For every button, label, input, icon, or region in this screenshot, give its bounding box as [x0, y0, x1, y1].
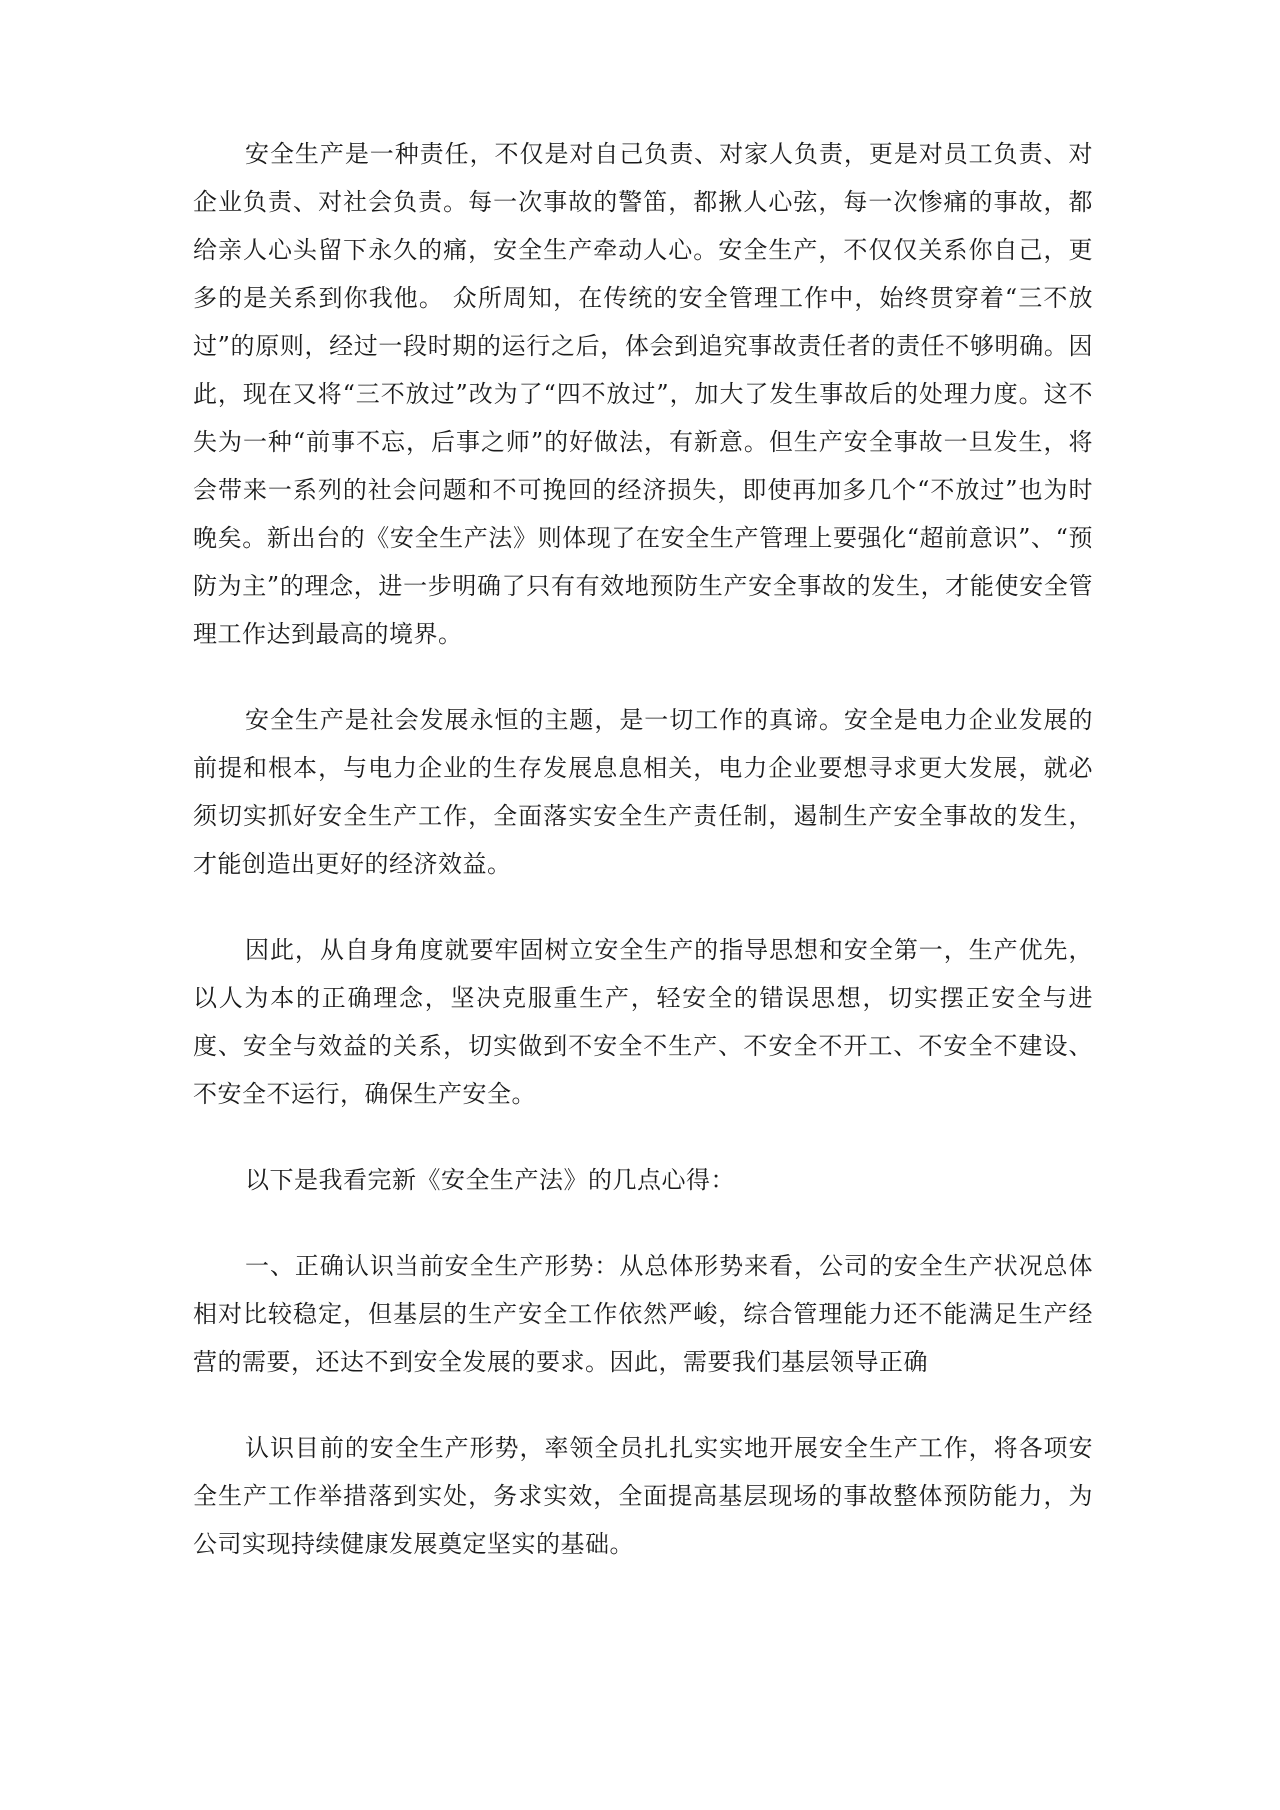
paragraph-point-one-continued: 认识目前的安全生产形势，率领全员扎扎实实地开展安全生产工作，将各项安全生产工作举措落到实处，务求实效，全面提高基层现场的事故整体预防能力，为公司实现持续健康发展奠定坚实的基础。	[193, 1434, 1093, 1558]
paragraph-safety-first: 因此，从自身角度就要牢固树立安全生产的指导思想和安全第一，生产优先，以人为本的正确理念，坚决克服重生产，轻安全的错误思想，切实摆正安全与进度、安全与效益的关系，切实做到不安全不生产、不安全不开工、不安全不建设、不安全不运行，确保生产安全。	[193, 936, 1093, 1108]
document-page	[193, 130, 1093, 1606]
paragraph-reflections-intro: 以下是我看完新《安全生产法》的几点心得：	[245, 1166, 735, 1194]
paragraph-point-one: 一、正确认识当前安全生产形势：从总体形势来看，公司的安全生产状况总体相对比较稳定，但基层的生产安全工作依然严峻，综合管理能力还不能满足生产经营的需要，还达不到安全发展的要求。因此，需要我们基层领导正确	[193, 1252, 1093, 1376]
paragraph-responsibility: 安全生产是一种责任，不仅是对自己负责、对家人负责，更是对员工负责、对企业负责、对社会负责。每一次事故的警笛，都揪人心弦，每一次惨痛的事故，都给亲人心头留下永久的痛，安全生产牵动人心。安全生产，不仅仅关系你自己，更多的是关系到你我他。 众所周知，在传统的安全管理工作中，始终贯穿着“三不放过”的原则，经过一段时期的运行之后，体会到追究事故责任者的责任不够明确。因此，现在又将“三不放过”改为了“四不放过”，加大了发生事故后的处理力度。这不失为一种“前事不忘，后事之师”的好做法，有新意。但生产安全事故一旦发生，将会带来一系列的社会问题和不可挽回的经济损失，即使再加多几个“不放过”也为时晚矣。新出台的《安全生产法》则体现了在安全生产管理上要强化“超前意识”、“预防为主”的理念，进一步明确了只有有效地预防生产安全事故的发生，才能使安全管理工作达到最高的境界。	[193, 140, 1093, 648]
paragraph-development-theme: 安全生产是社会发展永恒的主题，是一切工作的真谛。安全是电力企业发展的前提和根本，与电力企业的生存发展息息相关，电力企业要想寻求更大发展，就必须切实抓好安全生产工作，全面落实安全生产责任制，遏制生产安全事故的发生，才能创造出更好的经济效益。	[193, 706, 1093, 878]
